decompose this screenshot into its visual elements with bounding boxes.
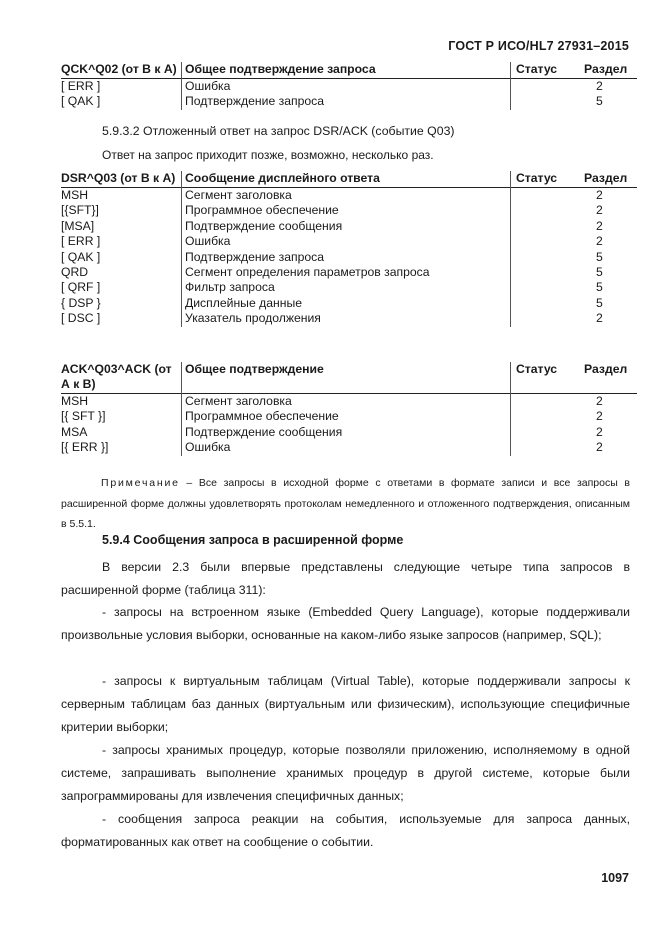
table-row <box>61 188 637 204</box>
document-header: ГОСТ Р ИСО/HL7 27931–2015 <box>448 39 629 53</box>
status-cell <box>511 203 581 218</box>
description-cell: Сегмент заголовка <box>182 394 511 410</box>
segment-cell: [ QAK ] <box>61 94 101 109</box>
list-item: - сообщения запроса реакции на события, используемые для запроса данных, форматированных как ответ на сообщение о событии. <box>61 812 630 850</box>
description-cell: Подтверждение сообщения <box>182 425 511 440</box>
description-cell: Сегмент заголовка <box>182 188 511 204</box>
section-cell: 2 <box>596 409 603 424</box>
status-cell <box>511 250 581 265</box>
table-header-status: Статус <box>511 62 581 79</box>
status-cell <box>511 234 581 249</box>
segment-cell: MSA <box>61 424 88 439</box>
description-cell: Дисплейные данные <box>182 296 511 311</box>
table-header-row <box>61 362 637 394</box>
table-row <box>61 265 637 280</box>
subsection-title: 5.9.3.2 Отложенный ответ на запрос DSR/ACK (событие Q03) <box>102 124 455 138</box>
status-cell <box>511 94 581 109</box>
table-row <box>61 394 637 410</box>
section-cell: 2 <box>596 311 603 326</box>
table-qck-q02 <box>61 62 637 110</box>
note-text: – Все запросы в исходной форме с ответами в формате записи и все запросы в расширенной форме должны удовлетворять протоколам немедленного и отложенного подтверждения, описанным в 5.5.1. <box>61 477 630 530</box>
table-header-status: Статус <box>511 171 581 188</box>
section-cell: 5 <box>596 265 603 280</box>
paragraph-intro: В версии 2.3 были впервые представлены следующие четыре типа запросов в расширенной форме (таблица 311): <box>61 560 630 598</box>
table-row <box>61 79 637 95</box>
table-row <box>61 311 637 326</box>
description-cell: Ошибка <box>182 234 511 249</box>
table-header-message: QCK^Q02 (от В к А) <box>61 62 177 76</box>
description-cell: Ошибка <box>182 79 511 95</box>
table-header-message: DSR^Q03 (от В к А) <box>61 171 176 185</box>
status-cell <box>511 188 581 204</box>
section-cell: 5 <box>596 280 603 295</box>
note-label: Примечание <box>101 477 180 489</box>
table-ack-q03 <box>61 362 637 456</box>
table-row <box>61 409 637 424</box>
section-cell: 2 <box>596 188 603 202</box>
list-item: - запросы на встроенном языке (Embedded Query Language), которые поддерживали произвольные условия выборки, основанные на каком-либо языке запросов (например, SQL); <box>61 605 630 643</box>
status-cell <box>511 311 581 326</box>
description-cell: Подтверждение сообщения <box>182 219 511 234</box>
section-cell: 5 <box>596 249 603 264</box>
table-row <box>61 234 637 249</box>
table-row <box>61 203 637 218</box>
status-cell <box>511 440 581 455</box>
segment-cell: [{SFT}] <box>61 203 99 218</box>
segment-cell: QRD <box>61 265 89 280</box>
table-row <box>61 219 637 234</box>
table-row <box>61 425 637 440</box>
table-dsr-q03 <box>61 171 637 327</box>
table-row <box>61 280 637 295</box>
description-cell: Фильтр запроса <box>182 280 511 295</box>
table-header-section: Раздел <box>584 362 628 376</box>
table-header-row <box>61 62 637 79</box>
segment-cell: [{ SFT }] <box>61 409 106 424</box>
section-cell: 5 <box>596 94 603 109</box>
status-cell <box>511 280 581 295</box>
segment-cell: [ DSC ] <box>61 311 101 326</box>
table-header-status: Статус <box>511 362 581 394</box>
segment-cell: [ ERR ] <box>61 234 101 249</box>
page-number: 1097 <box>601 871 629 885</box>
section-cell: 2 <box>596 79 603 93</box>
section-cell: 2 <box>596 440 603 455</box>
section-cell: 2 <box>596 394 603 408</box>
description-cell: Программное обеспечение <box>182 409 511 424</box>
description-cell: Сегмент определения параметров запроса <box>182 265 511 280</box>
status-cell <box>511 296 581 311</box>
segment-cell: [{ ERR }] <box>61 440 109 455</box>
table-header-row <box>61 171 637 188</box>
status-cell <box>511 265 581 280</box>
segment-cell: [ QAK ] <box>61 249 101 264</box>
segment-cell: { DSP } <box>61 295 101 310</box>
status-cell <box>511 79 581 95</box>
status-cell <box>511 219 581 234</box>
note-block <box>61 473 630 535</box>
table-row <box>61 250 637 265</box>
table-header-section: Раздел <box>584 62 628 76</box>
table-row <box>61 296 637 311</box>
description-cell: Ошибка <box>182 440 511 455</box>
description-cell: Подтверждение запроса <box>182 250 511 265</box>
section-cell: 2 <box>596 424 603 439</box>
description-cell: Программное обеспечение <box>182 203 511 218</box>
table-header-message: ACK^Q03^ACK (от А к В) <box>61 362 172 391</box>
table-header-description: Общее подтверждение запроса <box>182 62 511 79</box>
segment-cell: [ ERR ] <box>61 79 101 93</box>
status-cell <box>511 425 581 440</box>
table-header-section: Раздел <box>584 171 628 185</box>
list-item: - запросы к виртуальным таблицам (Virtual Table), которые поддерживали запросы к серверным таблицам баз данных (виртуальным или физическим), использующие специфичные критерии выборки; <box>61 674 630 735</box>
table-row <box>61 94 637 109</box>
description-cell: Подтверждение запроса <box>182 94 511 109</box>
table-header-description: Сообщение дисплейного ответа <box>182 171 511 188</box>
segment-cell: MSH <box>61 188 89 202</box>
segment-cell: MSH <box>61 394 89 408</box>
status-cell <box>511 409 581 424</box>
section-heading: 5.9.4 Сообщения запроса в расширенной форме <box>102 533 404 547</box>
subsection-text: Ответ на запрос приходит позже, возможно, несколько раз. <box>102 148 434 162</box>
description-cell: Указатель продолжения <box>182 311 511 326</box>
table-header-description: Общее подтверждение <box>182 362 511 394</box>
section-cell: 2 <box>596 203 603 218</box>
segment-cell: [ QRF ] <box>61 280 101 295</box>
table-row <box>61 440 637 455</box>
section-cell: 2 <box>596 234 603 249</box>
segment-cell: [MSA] <box>61 218 95 233</box>
section-cell: 5 <box>596 295 603 310</box>
list-item: - запросы хранимых процедур, которые позволяли приложению, исполняемому в одной системе, запрашивать выполнение хранимых процедур в другой системе, которые были запрограммированы для извлечения специфичных данных; <box>61 743 630 804</box>
status-cell <box>511 394 581 410</box>
section-cell: 2 <box>596 218 603 233</box>
